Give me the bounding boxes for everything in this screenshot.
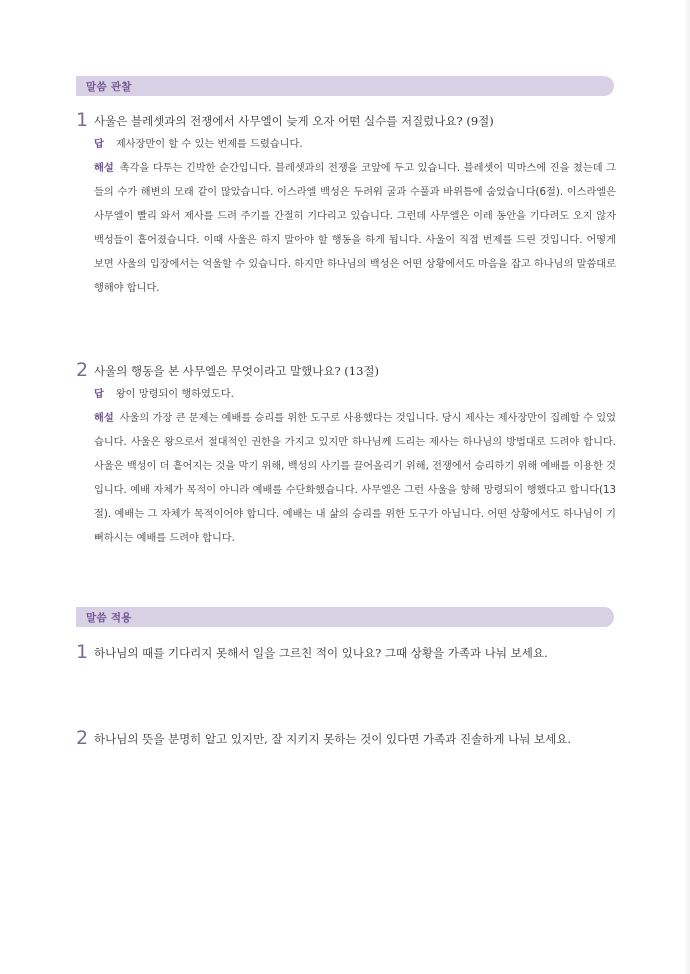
section-header-observation	[76, 76, 614, 96]
section-title: 말씀 적용	[86, 611, 132, 624]
section-title: 말씀 관찰	[86, 80, 132, 93]
answer-label: 답	[94, 389, 104, 400]
explanation-label: 해설	[94, 413, 114, 424]
observation-question-2	[76, 359, 616, 551]
answer-text: 제사장만이 할 수 있는 번제를 드렸습니다.	[115, 139, 303, 150]
answer-text: 왕이 망령되이 행하였도다.	[115, 389, 234, 400]
answer	[94, 383, 616, 407]
observation-question-1	[76, 109, 616, 301]
explanation-text: 사울의 가장 큰 문제는 예배를 승리를 위한 도구로 사용했다는 것입니다. 당시 제사는 제사장만이 집례할 수 있었습니다. 사울은 왕으로서 절대적인 권한을 가지고 있지만 하나님께 드리는 제사는 하나님의 방법대로 드려야 합니다. 사울은 백성이 더 흩어지는 것을 막기 위해, 백성의 사기를 끌어올리기 위해, 전쟁에서 승리하기 위해 예배를 이용한 것입니다. 예배 자체가 목적이 아니라 예배를 수단화했습니다. 사무엘은 그런 사울을 향해 망령되이 행했다고 합니다(13절). 예배는 그 자체가 목적이어야 합니다. 예배는 내 삶의 승리를 위한 도구가 아닙니다. 어떤 상황에서도 하나님이 기뻐하시는 예배를 드려야 합니다.	[94, 413, 616, 544]
question-number: 1	[76, 641, 89, 663]
question-text: 사울의 행동을 본 사무엘은 무엇이라고 말했나요? (13절)	[94, 364, 379, 378]
section-header-application	[76, 607, 614, 627]
question-number: 2	[76, 727, 89, 749]
application-question-1	[76, 641, 616, 665]
explanation	[94, 157, 616, 301]
question-text: 하나님의 뜻을 분명히 알고 있지만, 잘 지키지 못하는 것이 있다면 가족과 진솔하게 나눠 보세요.	[94, 732, 571, 746]
page-edge	[684, 0, 690, 974]
question-text: 사울은 블레셋과의 전쟁에서 사무엘이 늦게 오자 어떤 실수를 저질렀나요? (9절)	[94, 114, 494, 128]
application-question-2	[76, 727, 616, 751]
explanation	[94, 407, 616, 551]
answer	[94, 133, 616, 157]
question-number: 1	[76, 109, 89, 131]
explanation-text: 촉각을 다투는 긴박한 순간입니다. 블레셋과의 전쟁을 코앞에 두고 있습니다. 블레셋이 믹마스에 진을 쳤는데 그들의 수가 해변의 모래 같이 많았습니다. 이스라엘 백성은 두려워 굴과 수풀과 바위틈에 숨었습니다(6절). 이스라엘은 사무엘이 빨리 와서 제사를 드려 주기를 간절히 기다리고 있습니다. 그런데 사무엘은 이레 동안을 기다려도 오지 않자 백성들이 흩어졌습니다. 이때 사울은 하지 말아야 할 행동을 하게 됩니다. 사울이 직접 번제를 드린 것입니다. 어떻게 보면 사울의 입장에서는 억울할 수 있습니다. 하지만 하나님의 백성은 어떤 상황에서도 마음을 잡고 하나님의 말씀대로 행해야 합니다.	[94, 163, 616, 294]
question-number: 2	[76, 359, 89, 381]
answer-label: 답	[94, 139, 104, 150]
question-text: 하나님의 때를 기다리지 못해서 일을 그르친 적이 있나요? 그때 상황을 가족과 나눠 보세요.	[94, 646, 548, 660]
explanation-label: 해설	[94, 163, 114, 174]
